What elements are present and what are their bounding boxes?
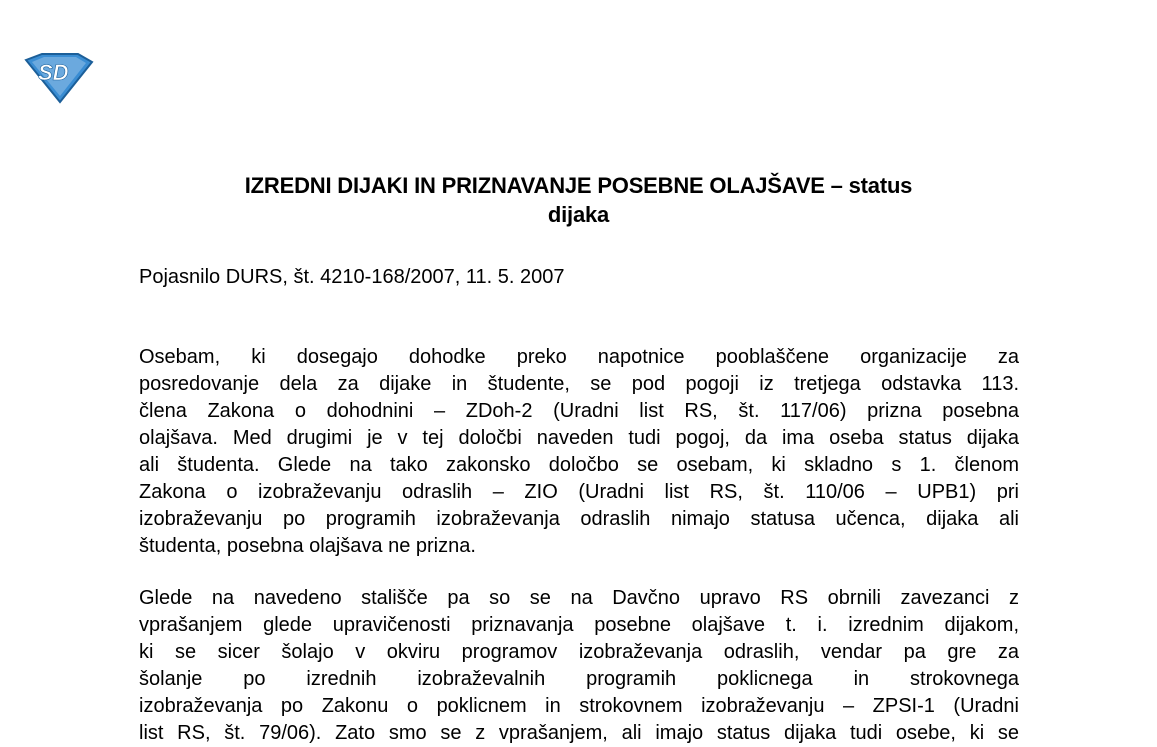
paragraph-line: izobraževanju po programih izobraževanja odraslih nimajo statusa učenca, dijaka ali — [139, 508, 1019, 530]
paragraph-line: ali študenta. Glede na tako zakonsko določbo se osebam, ki skladno s 1. členom — [139, 454, 1019, 476]
paragraph-line: študenta, posebna olajšava ne prizna. — [139, 535, 476, 557]
paragraph-line: olajšava. Med drugimi je v tej določbi naveden tudi pogoj, da ima oseba status dijaka — [139, 427, 1019, 449]
paragraph-2 — [139, 585, 1019, 747]
svg-text:SD: SD — [38, 60, 69, 85]
title-line-1: IZREDNI DIJAKI IN PRIZNAVANJE POSEBNE OLAJŠAVE – status — [244, 173, 913, 198]
paragraph-line: vprašanjem glede upravičenosti priznavanja posebne olajšave t. i. izrednim dijakom, — [139, 614, 1019, 636]
paragraph-line: šolanje po izrednih izobraževalnih programih poklicnega in strokovnega — [139, 668, 1019, 690]
paragraph-line: Glede na navedeno stališče pa so se na Davčno upravo RS obrnili zavezanci z — [139, 587, 1019, 609]
paragraph-line: list RS, št. 79/06). Zato smo se z vprašanjem, ali imajo status dijaka tudi osebe, ki se — [139, 722, 1019, 744]
paragraph-line: izobraževanja po Zakonu o poklicnem in strokovnem izobraževanju – ZPSI-1 (Uradni — [139, 695, 1019, 717]
paragraph-line: ki se sicer šolajo v okviru programov izobraževanja odraslih, vendar pa gre za — [139, 641, 1019, 663]
paragraph-line: Osebam, ki dosegajo dohodke preko napotnice pooblaščene organizacije za — [139, 346, 1019, 368]
document-title — [0, 171, 1157, 229]
paragraph-line: člena Zakona o dohodnini – ZDoh-2 (Uradni list RS, št. 117/06) prizna posebna — [139, 400, 1019, 422]
document-source: Pojasnilo DURS, št. 4210-168/2007, 11. 5. 2007 — [139, 266, 565, 288]
paragraph-1 — [139, 344, 1019, 560]
paragraph-line: Zakona o izobraževanju odraslih – ZIO (Uradni list RS, št. 110/06 – UPB1) pri — [139, 481, 1019, 503]
paragraph-line: posredovanje dela za dijake in študente, se pod pogoji iz tretjega odstavka 113. — [139, 373, 1019, 395]
sd-logo-icon — [22, 50, 96, 104]
title-line-2: dijaka — [547, 202, 610, 227]
